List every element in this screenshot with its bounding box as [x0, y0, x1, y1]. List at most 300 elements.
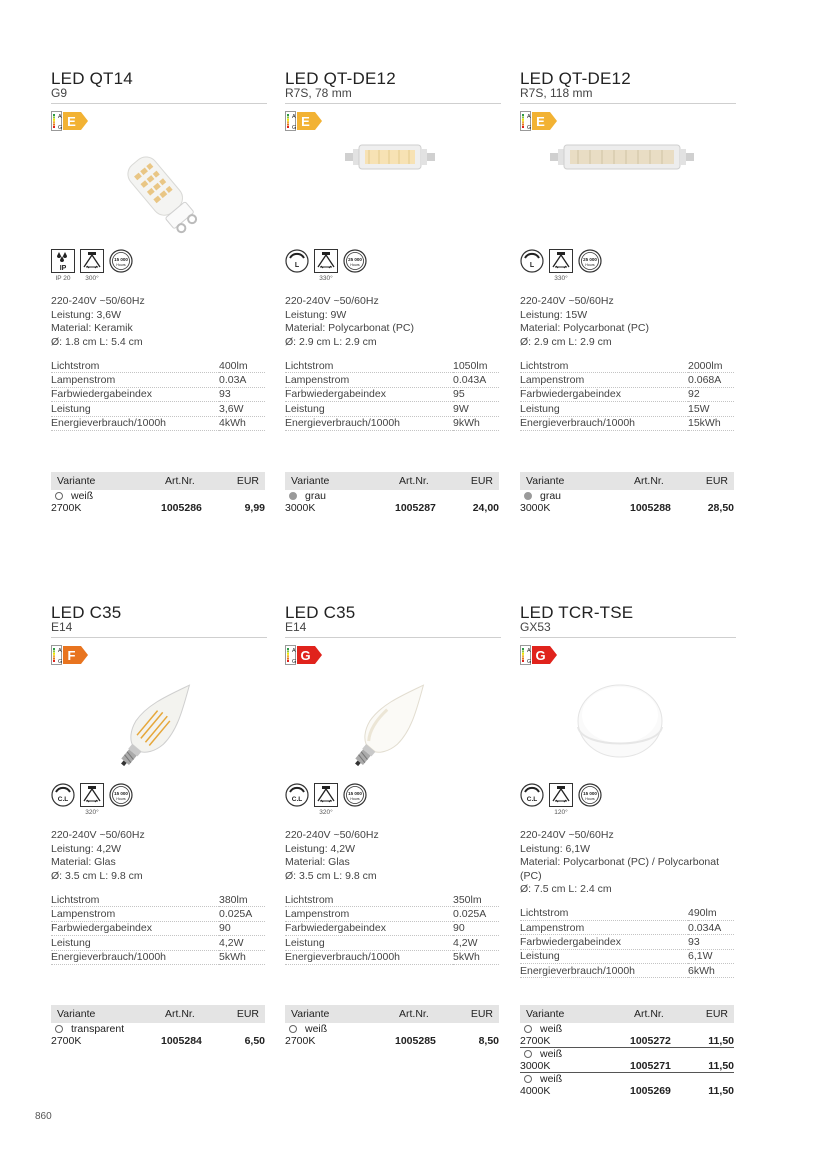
- spec-value: 90: [219, 921, 265, 935]
- variant-cct: 3000K: [520, 1060, 551, 1072]
- spec-value: 0.034A: [688, 920, 734, 934]
- spec-row-cri: [51, 921, 265, 935]
- product-subtitle: GX53: [520, 620, 551, 634]
- spec-value: 93: [688, 935, 734, 949]
- svg-text:15 000: 15 000: [114, 791, 128, 796]
- spec-row-cri: [520, 387, 734, 401]
- color-swatch-icon: [289, 1025, 297, 1033]
- price: 28,50: [707, 502, 734, 514]
- spec-label: Leistung: [285, 936, 453, 950]
- spec-row-lampenstrom: [285, 373, 499, 387]
- dimensions: Ø: 3.5 cm L: 9.8 cm: [285, 869, 377, 882]
- product-title: LED QT14: [51, 69, 133, 88]
- spec-row-leistung: [285, 402, 499, 416]
- product-info: [285, 829, 501, 883]
- spec-row-cri: [285, 387, 499, 401]
- spec-value: 0.068A: [688, 373, 734, 387]
- spec-row-lichtstrom: [285, 359, 499, 373]
- column-header-eur: EUR: [236, 475, 259, 487]
- spec-label: Farbwiedergabeindex: [285, 921, 453, 935]
- svg-text:L: L: [529, 262, 535, 269]
- color-swatch-icon: [524, 1075, 532, 1083]
- article-number: 1005271: [630, 1060, 671, 1072]
- svg-text:15 000: 15 000: [114, 257, 128, 262]
- product-info: [520, 295, 736, 349]
- spec-row-leistung: [285, 936, 499, 950]
- svg-text:G: G: [535, 648, 546, 663]
- spec-label: Lampenstrom: [51, 373, 219, 387]
- spec-value: 0.025A: [453, 907, 499, 921]
- feature-icons: [285, 249, 501, 275]
- spec-row-cri: [51, 387, 265, 401]
- article-number: 1005287: [395, 502, 436, 514]
- power: Leistung: 4,2W: [51, 842, 122, 855]
- column-header-eur: EUR: [470, 475, 493, 487]
- power: Leistung: 6,1W: [520, 842, 591, 855]
- dimmable-cl-icon: [285, 783, 309, 807]
- svg-text:F: F: [67, 648, 76, 663]
- spec-label: Leistung: [51, 402, 219, 416]
- column-header-artnr: Art.Nr.: [165, 475, 195, 487]
- column-header-variante: Variante: [57, 475, 96, 487]
- beam-angle-icon: [314, 249, 338, 273]
- price: 11,50: [708, 1085, 734, 1097]
- column-header-artnr: Art.Nr.: [399, 1008, 429, 1020]
- svg-text:15 000: 15 000: [348, 791, 362, 796]
- article-number: 1005269: [630, 1085, 671, 1097]
- price: 24,00: [472, 502, 499, 514]
- svg-text:C.L: C.L: [526, 796, 538, 803]
- spec-row-lampenstrom: [520, 920, 734, 934]
- light-distribution-icon: [520, 249, 544, 273]
- energy-label: [51, 111, 267, 131]
- article-number: 1005286: [161, 502, 202, 514]
- spec-label: Energieverbrauch/1000h: [520, 416, 688, 430]
- variant-table: [285, 472, 499, 514]
- energy-class-badge: [520, 111, 560, 131]
- product-photo: [285, 667, 501, 777]
- spec-row-lichtstrom: [51, 359, 265, 373]
- spec-value: 5kWh: [219, 950, 265, 964]
- svg-text:15 000: 15 000: [583, 791, 597, 796]
- svg-text:A: A: [292, 114, 296, 120]
- beam-angle-icon: [80, 249, 104, 273]
- variant-color: weiß: [540, 1023, 563, 1035]
- spec-row-lampenstrom: [51, 907, 265, 921]
- product-title: LED TCR-TSE: [520, 603, 634, 622]
- variant-color: weiß: [540, 1073, 563, 1085]
- lifetime-icon: [578, 783, 602, 807]
- energy-class-badge: [285, 111, 325, 131]
- product-photo: [51, 667, 267, 777]
- variant-row: [285, 1023, 499, 1047]
- icon-captions: 120°: [554, 809, 568, 816]
- energy-label: [51, 645, 267, 665]
- spec-label: Energieverbrauch/1000h: [285, 416, 453, 430]
- price: 6,50: [244, 1035, 265, 1047]
- svg-text:Hours: Hours: [116, 263, 126, 267]
- article-number: 1005272: [630, 1035, 671, 1047]
- variant-color: grau: [305, 490, 327, 502]
- color-swatch-icon: [524, 1050, 532, 1058]
- power: Leistung: 15W: [520, 308, 588, 321]
- column-header-variante: Variante: [291, 475, 330, 487]
- svg-text:G: G: [292, 659, 297, 665]
- energy-label: [520, 645, 736, 665]
- variant-table: [51, 472, 265, 514]
- svg-text:G: G: [58, 125, 63, 131]
- lifetime-icon: [343, 249, 367, 273]
- product-card: [285, 604, 501, 965]
- variant-color: grau: [540, 490, 562, 502]
- icon-captions: 320°: [319, 809, 333, 816]
- price: 8,50: [478, 1035, 499, 1047]
- svg-text:Hours: Hours: [350, 797, 360, 801]
- variant-row: [285, 490, 499, 514]
- spec-label: Energieverbrauch/1000h: [285, 950, 453, 964]
- article-number: 1005288: [630, 502, 671, 514]
- light-distribution-icon: [285, 249, 309, 273]
- feature-icons: [285, 783, 501, 809]
- variant-table-header: [51, 1005, 265, 1023]
- spec-value: 3,6W: [219, 402, 265, 416]
- variant-color: transparent: [71, 1023, 125, 1035]
- product-card: [51, 70, 267, 431]
- product-info: [285, 295, 501, 349]
- beam-angle-icon: [549, 783, 573, 807]
- column-header-variante: Variante: [291, 1008, 330, 1020]
- spec-value: 15W: [688, 402, 734, 416]
- dimensions: Ø: 2.9 cm L: 2.9 cm: [520, 335, 612, 348]
- spec-value: 95: [453, 387, 499, 401]
- column-header-artnr: Art.Nr.: [165, 1008, 195, 1020]
- svg-text:Hours: Hours: [116, 797, 126, 801]
- color-swatch-icon: [55, 1025, 63, 1033]
- bulb-candle-opal-image: [285, 667, 501, 777]
- spec-label: Lichtstrom: [520, 359, 688, 373]
- variant-table: [520, 1005, 734, 1097]
- product-photo: [520, 667, 736, 777]
- spec-value: 6,1W: [688, 949, 734, 963]
- spec-label: Lichtstrom: [285, 359, 453, 373]
- spec-label: Lampenstrom: [520, 373, 688, 387]
- beam-angle-icon: [80, 783, 104, 807]
- svg-text:A: A: [527, 648, 531, 654]
- color-swatch-icon: [524, 492, 532, 500]
- spec-label: Lampenstrom: [285, 907, 453, 921]
- svg-text:E: E: [301, 114, 310, 129]
- spec-value: 0.043A: [453, 373, 499, 387]
- energy-class-badge: [285, 645, 325, 665]
- spec-label: Energieverbrauch/1000h: [51, 416, 219, 430]
- variant-row: [520, 490, 734, 514]
- spec-row-lichtstrom: [51, 893, 265, 907]
- variant-cct: 2700K: [51, 1035, 82, 1047]
- beam-angle-icon: [549, 249, 573, 273]
- column-header-eur: EUR: [470, 1008, 493, 1020]
- product-info: [51, 829, 267, 883]
- variant-table-header: [520, 472, 734, 490]
- spec-value: 5kWh: [453, 950, 499, 964]
- svg-text:A: A: [58, 648, 62, 654]
- svg-text:Hours: Hours: [585, 263, 595, 267]
- spec-value: 9kWh: [453, 416, 499, 430]
- spec-label: Lampenstrom: [51, 907, 219, 921]
- power: Leistung: 9W: [285, 308, 347, 321]
- variant-cct: 4000K: [520, 1085, 551, 1097]
- divider: [285, 103, 501, 104]
- spec-value: 2000lm: [688, 359, 734, 373]
- column-header-variante: Variante: [526, 475, 565, 487]
- icon-captions: 330°: [554, 275, 568, 282]
- energy-label: [285, 111, 501, 131]
- spec-value: 15kWh: [688, 416, 734, 430]
- spec-value: 92: [688, 387, 734, 401]
- spec-label: Leistung: [51, 936, 219, 950]
- column-header-artnr: Art.Nr.: [399, 475, 429, 487]
- dimensions: Ø: 7.5 cm L: 2.4 cm: [520, 883, 612, 895]
- feature-icons: [51, 249, 267, 275]
- product-title: LED C35: [51, 603, 122, 622]
- spec-row-energie: [51, 950, 265, 964]
- power: Leistung: 4,2W: [285, 842, 356, 855]
- dimensions: Ø: 1.8 cm L: 5.4 cm: [51, 335, 143, 348]
- spec-value: 400lm: [219, 359, 265, 373]
- specs-table: [520, 359, 734, 431]
- product-info: [51, 295, 267, 349]
- svg-text:IP: IP: [59, 265, 67, 272]
- column-header-eur: EUR: [705, 1008, 728, 1020]
- energy-class-badge: [520, 645, 560, 665]
- price: 9,99: [244, 502, 265, 514]
- svg-text:25 000: 25 000: [348, 257, 362, 262]
- lifetime-icon: [578, 249, 602, 273]
- price: 11,50: [708, 1060, 734, 1072]
- material: Material: Polycarbonat (PC): [285, 322, 414, 334]
- column-header-artnr: Art.Nr.: [634, 1008, 664, 1020]
- variant-cct: 2700K: [51, 502, 82, 514]
- variant-row: [520, 1048, 734, 1073]
- spec-label: Energieverbrauch/1000h: [520, 964, 688, 978]
- variant-color: weiß: [540, 1048, 563, 1060]
- bulb-r7s-78-image: [285, 133, 501, 243]
- divider: [285, 637, 501, 638]
- variant-row: [520, 1073, 734, 1097]
- spec-label: Leistung: [520, 949, 688, 963]
- spec-row-leistung: [51, 936, 265, 950]
- spec-row-cri: [285, 921, 499, 935]
- spec-label: Energieverbrauch/1000h: [51, 950, 219, 964]
- specs-table: [285, 359, 499, 431]
- svg-text:A: A: [527, 114, 531, 120]
- voltage: 220-240V ~50/60Hz: [51, 295, 145, 307]
- lifetime-icon: [343, 783, 367, 807]
- spec-row-energie: [285, 416, 499, 430]
- article-number: 1005284: [161, 1035, 202, 1047]
- spec-value: 490lm: [688, 907, 734, 921]
- voltage: 220-240V ~50/60Hz: [51, 829, 145, 841]
- divider: [51, 103, 267, 104]
- product-photo: [520, 133, 736, 243]
- spec-label: Farbwiedergabeindex: [520, 935, 688, 949]
- spec-value: 4,2W: [453, 936, 499, 950]
- spec-row-cri: [520, 935, 734, 949]
- spec-value: 4,2W: [219, 936, 265, 950]
- spec-value: 1050lm: [453, 359, 499, 373]
- product-photo: [51, 133, 267, 243]
- spec-label: Leistung: [520, 402, 688, 416]
- svg-text:Hours: Hours: [350, 263, 360, 267]
- variant-cct: 3000K: [285, 502, 316, 514]
- variant-color: weiß: [305, 1023, 328, 1035]
- variant-row: [51, 490, 265, 514]
- product-card: [520, 70, 736, 431]
- spec-label: Lampenstrom: [520, 920, 688, 934]
- svg-text:E: E: [67, 114, 76, 129]
- page-number: 860: [35, 1111, 52, 1122]
- dimensions: Ø: 2.9 cm L: 2.9 cm: [285, 335, 377, 348]
- spec-row-lampenstrom: [520, 373, 734, 387]
- spec-value: 9W: [453, 402, 499, 416]
- product-photo: [285, 133, 501, 243]
- spec-label: Farbwiedergabeindex: [520, 387, 688, 401]
- spec-row-energie: [520, 964, 734, 978]
- spec-label: Lichtstrom: [51, 359, 219, 373]
- spec-value: 380lm: [219, 893, 265, 907]
- variant-table-header: [520, 1005, 734, 1023]
- voltage: 220-240V ~50/60Hz: [520, 295, 614, 307]
- svg-text:G: G: [300, 648, 311, 663]
- svg-text:C.L: C.L: [57, 796, 69, 803]
- product-subtitle: E14: [285, 620, 307, 634]
- spec-row-leistung: [51, 402, 265, 416]
- spec-value: 90: [453, 921, 499, 935]
- energy-label: [520, 111, 736, 131]
- product-title: LED QT-DE12: [285, 69, 396, 88]
- color-swatch-icon: [55, 492, 63, 500]
- spec-row-leistung: [520, 402, 734, 416]
- lifetime-icon: [109, 783, 133, 807]
- bulb-g9-image: [51, 133, 267, 243]
- divider: [520, 103, 736, 104]
- price: 11,50: [708, 1035, 734, 1047]
- power: Leistung: 3,6W: [51, 308, 122, 321]
- column-header-variante: Variante: [57, 1008, 96, 1020]
- spec-value: 0.025A: [219, 907, 265, 921]
- specs-table: [51, 893, 265, 965]
- material: Material: Keramik: [51, 322, 133, 334]
- variant-row: [520, 1023, 734, 1048]
- voltage: 220-240V ~50/60Hz: [285, 295, 379, 307]
- svg-text:G: G: [527, 659, 532, 665]
- variant-table-header: [51, 472, 265, 490]
- variant-table: [51, 1005, 265, 1047]
- variant-cct: 2700K: [285, 1035, 316, 1047]
- material: Material: Polycarbonat (PC): [520, 322, 649, 334]
- svg-text:A: A: [292, 648, 296, 654]
- svg-text:25 000: 25 000: [583, 257, 597, 262]
- svg-text:L: L: [294, 262, 300, 269]
- spec-value: 4kWh: [219, 416, 265, 430]
- voltage: 220-240V ~50/60Hz: [285, 829, 379, 841]
- svg-text:E: E: [536, 114, 545, 129]
- spec-row-leistung: [520, 949, 734, 963]
- spec-row-lichtstrom: [520, 907, 734, 921]
- energy-class-badge: [51, 645, 91, 665]
- variant-table-header: [285, 1005, 499, 1023]
- variant-row: [51, 1023, 265, 1047]
- product-title: LED C35: [285, 603, 356, 622]
- bulb-candle-filament-image: [51, 667, 267, 777]
- feature-icons: [520, 783, 736, 809]
- spec-row-lampenstrom: [51, 373, 265, 387]
- energy-label: [285, 645, 501, 665]
- specs-table: [51, 359, 265, 431]
- spec-label: Farbwiedergabeindex: [51, 921, 219, 935]
- icon-captions: 330°: [319, 275, 333, 282]
- spec-value: 0.03A: [219, 373, 265, 387]
- spec-label: Lichtstrom: [520, 907, 688, 921]
- dimmable-cl-icon: [51, 783, 75, 807]
- product-info: [520, 829, 736, 897]
- column-header-eur: EUR: [236, 1008, 259, 1020]
- specs-table: [285, 893, 499, 965]
- spec-row-energie: [520, 416, 734, 430]
- divider: [51, 637, 267, 638]
- ip20-icon: [51, 249, 75, 273]
- variant-table-header: [285, 472, 499, 490]
- beam-angle-icon: [314, 783, 338, 807]
- bulb-gx53-image: [520, 667, 736, 777]
- svg-text:G: G: [58, 659, 63, 665]
- spec-row-energie: [51, 416, 265, 430]
- spec-row-lichtstrom: [520, 359, 734, 373]
- variant-table: [285, 1005, 499, 1047]
- svg-text:Hours: Hours: [585, 797, 595, 801]
- divider: [520, 637, 736, 638]
- material: Material: Glas: [51, 856, 116, 868]
- bulb-r7s-118-image: [520, 133, 736, 243]
- color-swatch-icon: [524, 1025, 532, 1033]
- spec-label: Leistung: [285, 402, 453, 416]
- product-title: LED QT-DE12: [520, 69, 631, 88]
- spec-row-energie: [285, 950, 499, 964]
- lifetime-icon: [109, 249, 133, 273]
- svg-text:C.L: C.L: [291, 796, 303, 803]
- spec-label: Farbwiedergabeindex: [51, 387, 219, 401]
- voltage: 220-240V ~50/60Hz: [520, 829, 614, 841]
- specs-table: [520, 907, 734, 979]
- svg-text:A: A: [58, 114, 62, 120]
- svg-text:G: G: [527, 125, 532, 131]
- variant-color: weiß: [71, 490, 94, 502]
- product-card: [285, 70, 501, 431]
- spec-row-lichtstrom: [285, 893, 499, 907]
- icon-captions: IP 20 300°: [55, 275, 99, 282]
- spec-row-lampenstrom: [285, 907, 499, 921]
- column-header-variante: Variante: [526, 1008, 565, 1020]
- spec-label: Lichtstrom: [285, 893, 453, 907]
- spec-value: 93: [219, 387, 265, 401]
- variant-cct: 3000K: [520, 502, 551, 514]
- spec-label: Lichtstrom: [51, 893, 219, 907]
- spec-value: 6kWh: [688, 964, 734, 978]
- spec-value: 350lm: [453, 893, 499, 907]
- product-subtitle: R7S, 118 mm: [520, 86, 593, 100]
- feature-icons: [520, 249, 736, 275]
- spec-label: Lampenstrom: [285, 373, 453, 387]
- dimmable-cl-icon: [520, 783, 544, 807]
